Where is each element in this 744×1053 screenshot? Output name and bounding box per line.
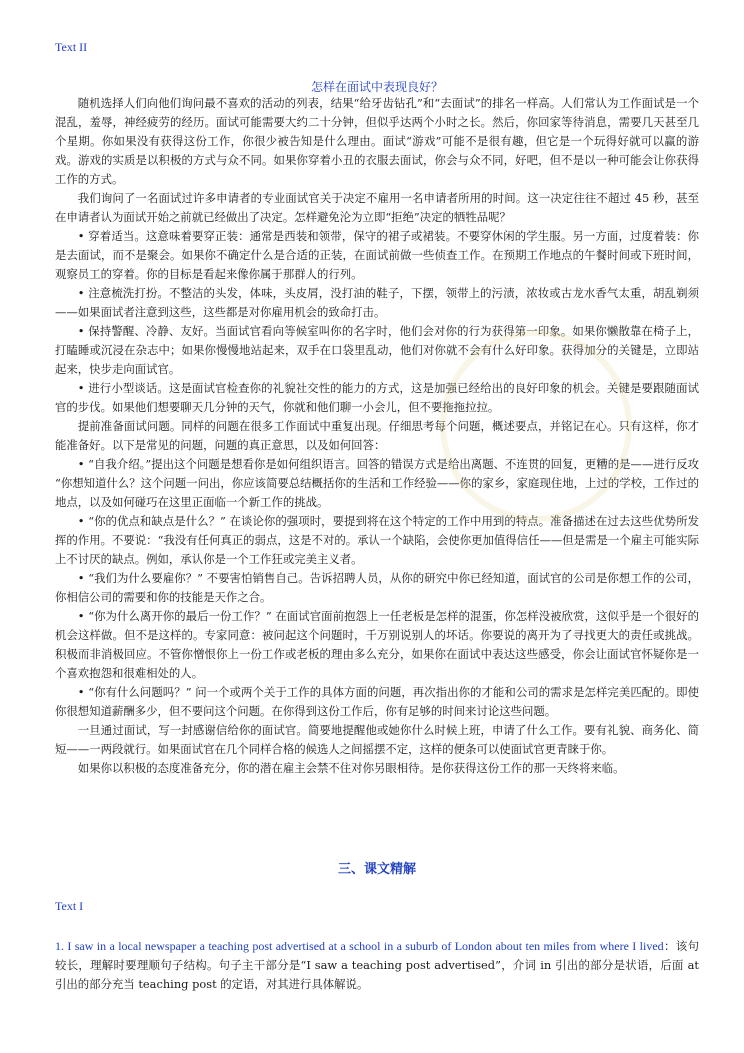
paragraph: 一旦通过面试，写一封感谢信给你的面试官。简要地提醒他或她你什么时候上班，申请了什么工作。要有礼貌、商务化、简短——一两段就行。如果面试官在几个同样合格的候选人之间摇摆不定，这样的便条可以使面试官更青睐于你。 xyxy=(55,723,699,756)
paragraph: 如果你以积极的态度准备充分，你的潜在雇主会禁不住对你另眼相待。是你获得这份工作的那一天终将来临。 xyxy=(77,761,625,775)
explanation-note xyxy=(55,937,699,994)
section-heading: 三、课文精解 xyxy=(337,862,416,877)
paragraph: • “你有什么问题吗？” 问一个或两个关于工作的具体方面的问题，再次指出你的才能和公司的需求是怎样完美匹配的。即使你很想知道薪酬多少，但不要问这个问题。在你得到这份工作后，你有足够的时间来讨论这些问题。 xyxy=(55,685,699,718)
text2-label: Text II xyxy=(55,40,88,54)
paragraph: • 注意梳洗打扮。不整洁的头发，体味，头皮屑，没打油的鞋子，下摆，领带上的污渍，浓妆或古龙水香气太重，胡乱剃须——如果面试者注意到这些，这些都是对你雇用机会的致命打击。 xyxy=(55,286,699,319)
note-explanation: ：该句较长，理解时要理顺句子结构。句子主干部分是“I saw a teaching post advertised”，介词 in 引出的部分是状语，后面 at 引出的部分充当 teaching post 的定语，对其进行具体解说。 xyxy=(55,939,699,991)
paragraph: • 保持警醒、冷静、友好。当面试官看向等候室叫你的名字时，他们会对你的行为获得第一印象。如果你懒散靠在椅子上，打瞌睡或沉浸在杂志中；如果你慢慢地站起来，双手在口袋里乱动，他们对你就不会有什么好印象。获得加分的关键是，立即站起来，快步走向面试官。 xyxy=(55,324,699,376)
paragraph: • “你的优点和缺点是什么？” 在谈论你的强项时，要提到将在这个特定的工作中用到的特点。准备描述在过去这些优势所发挥的作用。不要说：“我没有任何真正的弱点，这是不对的。承认一个缺陷，会使你更加值得信任——但是需是一个雇主可能实际上不讨厌的缺点。例如，承认你是一个工作狂或完美主义者。 xyxy=(55,514,699,566)
paragraph: • 进行小型谈话。这是面试官检查你的礼貌社交性的能力的方式，这是加强已经给出的良好印象的机会。关键是要跟随面试官的步伐。如果他们想要聊天几分钟的天气，你就和他们聊一小会儿，但不要拖拖拉拉。 xyxy=(55,381,699,414)
article-title: 怎样在面试中表现良好？ xyxy=(310,80,443,94)
paragraph: 随机选择人们向他们询问最不喜欢的活动的列表，结果“给牙齿钻孔”和“去面试”的排名一样高。人们常认为工作面试是一个混乱，羞辱，神经疲劳的经历。面试可能需要大约二十分钟，但似乎达两个小时之长。然后，你回家等待消息，需要几天甚至几个星期。你如果没有获得这份工作，你很少被告知是什么理由。面试“游戏”可能不是很有趣，但它是一个玩得好就可以赢的游戏。游戏的实质是以积极的方式与众不同。如果你穿着小丑的衣服去面试，你会与众不同，好吧，但不是以一种可能会让你获得工作的方式。 xyxy=(55,96,699,186)
paragraph: 我们询问了一名面试过许多申请者的专业面试官关于决定不雇用一名申请者所用的时间。这一决定往往不超过 45 秒，甚至在申请者认为面试开始之前就已经做出了决定。怎样避免沦为立即“拒绝”决定的牺牲品呢？ xyxy=(55,191,699,224)
paragraph: • 穿着适当。这意味着要穿正装：通常是西装和领带，保守的裙子或裙装。不要穿休闲的学生服。另一方面，过度着装：你是去面试，而不是聚会。如果你不确定什么是合适的正装，在面试前做一些侦查工作。在预期工作地点的午餐时间或下班时间，观察员工的穿着。你的目标是看起来像你属于那群人的行列。 xyxy=(55,229,699,281)
paragraph: • “你为什么离开你的最后一份工作？” 在面试官面前抱怨上一任老板是怎样的混蛋，你怎样没被欣赏，这似乎是一个很好的机会这样做。但不是这样的。专家同意：被问起这个问题时，千万别说别人的坏话。你要说的离开为了寻找更大的责任或挑战。积极而非消极回应。不管你憎恨你上一份工作或老板的理由多么充分，如果你在面试中表达这些感受，你会让面试官怀疑你是一个喜欢抱怨和很难相处的人。 xyxy=(55,609,699,680)
paragraph: 提前准备面试问题。同样的问题在很多工作面试中重复出现。仔细思考每个问题，概述要点，并铭记在心。只有这样，你才能准备好。以下是常见的问题，问题的真正意思，以及如何回答： xyxy=(55,419,699,452)
article-body xyxy=(55,94,699,778)
text1-label: Text I xyxy=(55,899,84,913)
note-english-sentence: 1. I saw in a local newspaper a teaching post advertised at a school in a suburb of London about ten miles from where I lived xyxy=(55,939,664,953)
paragraph: • “自我介绍。”提出这个问题是想看你是如何组织语言。回答的错误方式是给出离题、不连贯的回复，更糟的是——进行反攻 “你想知道什么？这个问题一问出，你应该简要总结概括你的生活和工作经验——你的家乡，家庭现住地，上过的学校，工作过的地点，以及如何碰巧在这里正面临一个新工作的挑战。 xyxy=(55,457,699,509)
paragraph: • “我们为什么要雇你？” 不要害怕销售自己。告诉招聘人员，从你的研究中你已经知道，面试官的公司是你想工作的公司，你相信公司的需要和你的技能是天作之合。 xyxy=(55,571,699,604)
